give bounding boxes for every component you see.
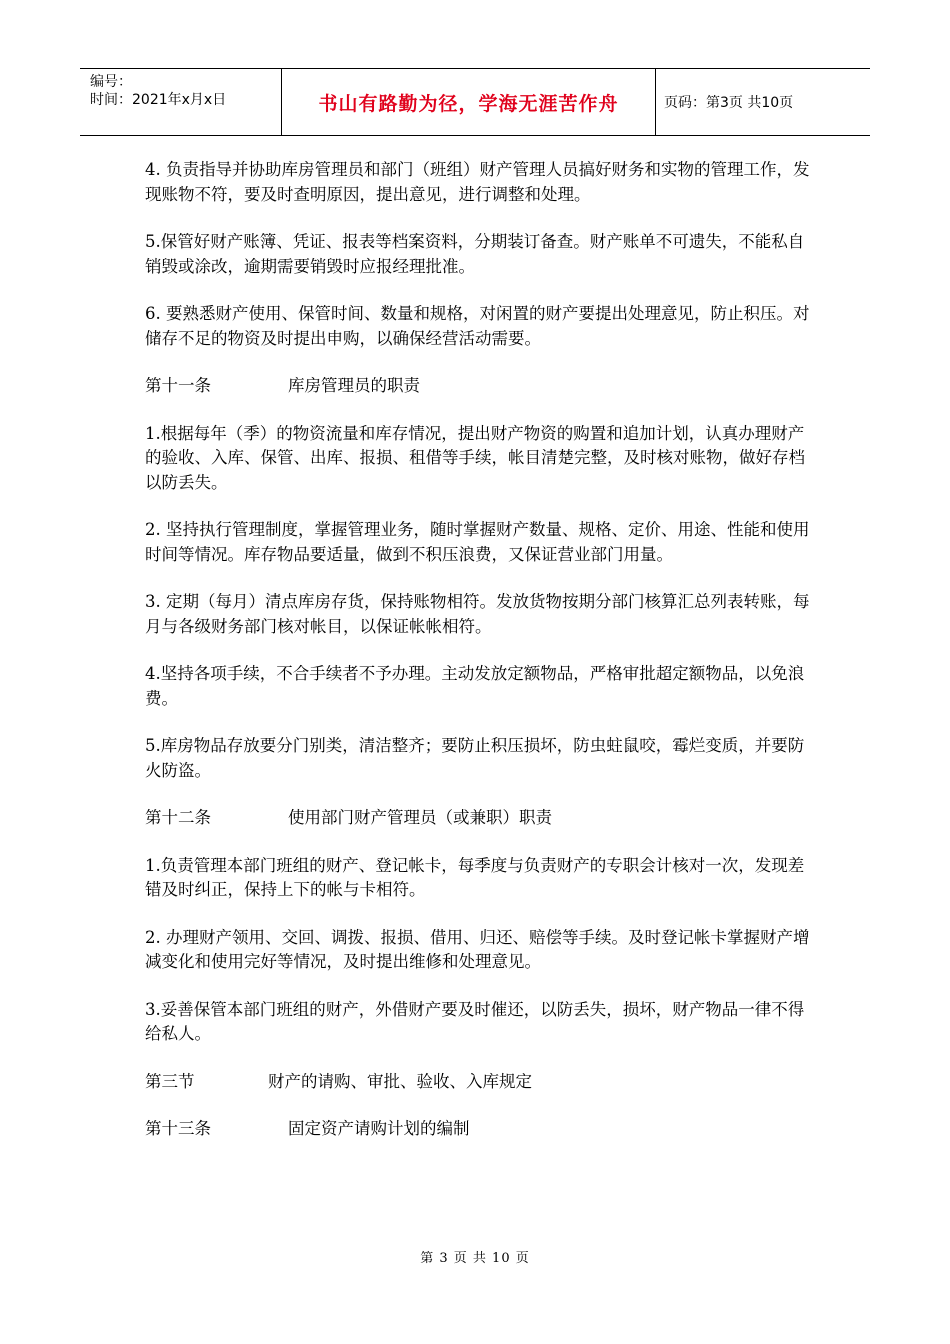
section-title: 财产的请购、审批、验收、入库规定 xyxy=(268,1071,532,1091)
article-11-item-5: 5.库房物品存放要分门别类，清洁整齐；要防止积压损坏，防虫蛀鼠咬，霉烂变质，并要防火防盗。 xyxy=(145,736,805,780)
motto-text: 书山有路勤为径，学海无涯苦作舟 xyxy=(318,92,619,115)
article-12-item-3: 3.妥善保管本部门班组的财产，外借财产要及时催还，以防丢失，损坏，财产物品一律不得给私人。 xyxy=(145,999,805,1043)
header-motto-cell xyxy=(282,69,656,135)
article-11-heading xyxy=(145,374,810,399)
article-11-item-4: 4.坚持各项手续，不合手续者不予办理。主动发放定额物品，严格审批超定额物品，以免浪费。 xyxy=(145,664,805,708)
paragraph-item-5: 5.保管好财产账簿、凭证、报表等档案资料，分期装订备查。财产账单不可遗失，不能私自销毁或涂改，逾期需要销毁时应报经理批准。 xyxy=(145,232,805,276)
article-title: 库房管理员的职责 xyxy=(288,376,420,395)
page-footer: 第 3 页 共 10 页 xyxy=(420,1251,530,1266)
article-12-item-1: 1.负责管理本部门班组的财产、登记帐卡，每季度与负责财产的专职会计核对一次，发现差错及时纠正，保持上下的帐与卡相符。 xyxy=(145,855,805,899)
article-13-heading xyxy=(145,1117,810,1142)
article-title: 固定资产请购计划的编制 xyxy=(288,1119,470,1138)
page-code: 页码：第3页 共10页 xyxy=(664,95,794,111)
paragraph-item-4: 4. 负责指导并协助库房管理员和部门（班组）财产管理人员搞好财务和实物的管理工作，发现账物不符，要及时查明原因，提出意见，进行调整和处理。 xyxy=(145,160,810,204)
section-number: 第三节 xyxy=(145,1071,195,1091)
time-label: 时间：2021年x月x日 xyxy=(90,92,227,108)
article-12-heading xyxy=(145,806,810,831)
article-number: 第十三条 xyxy=(145,1119,211,1138)
article-11-item-3: 3. 定期（每月）清点库房存货，保持账物相符。发放货物按期分部门核算汇总列表转账，每月与各级财务部门核对帐目，以保证帐帐相符。 xyxy=(145,592,810,636)
section-3-heading xyxy=(145,1070,810,1095)
article-12-item-2: 2. 办理财产领用、交回、调拨、报损、借用、归还、赔偿等手续。及时登记帐卡掌握财产增减变化和使用完好等情况，及时提出维修和处理意见。 xyxy=(145,927,810,971)
number-label: 编号： xyxy=(90,74,132,90)
document-body xyxy=(145,158,810,1165)
article-number: 第十一条 xyxy=(145,376,211,395)
page-header xyxy=(80,68,870,136)
article-title: 使用部门财产管理员（或兼职）职责 xyxy=(288,808,552,827)
header-left-cell xyxy=(80,69,282,135)
article-11-item-2: 2. 坚持执行管理制度，掌握管理业务，随时掌握财产数量、规格、定价、用途、性能和使用时间等情况。库存物品要适量，做到不积压浪费，又保证营业部门用量。 xyxy=(145,520,810,564)
header-right-cell xyxy=(656,69,870,135)
article-11-item-1: 1.根据每年（季）的物资流量和库存情况，提出财产物资的购置和追加计划，认真办理财产的验收、入库、保管、出库、报损、租借等手续，帐目清楚完整，及时核对账物，做好存档以防丢失。 xyxy=(145,423,805,492)
paragraph-item-6: 6. 要熟悉财产使用、保管时间、数量和规格，对闲置的财产要提出处理意见，防止积压。对储存不足的物资及时提出申购，以确保经营活动需要。 xyxy=(145,304,810,348)
article-number: 第十二条 xyxy=(145,808,211,827)
